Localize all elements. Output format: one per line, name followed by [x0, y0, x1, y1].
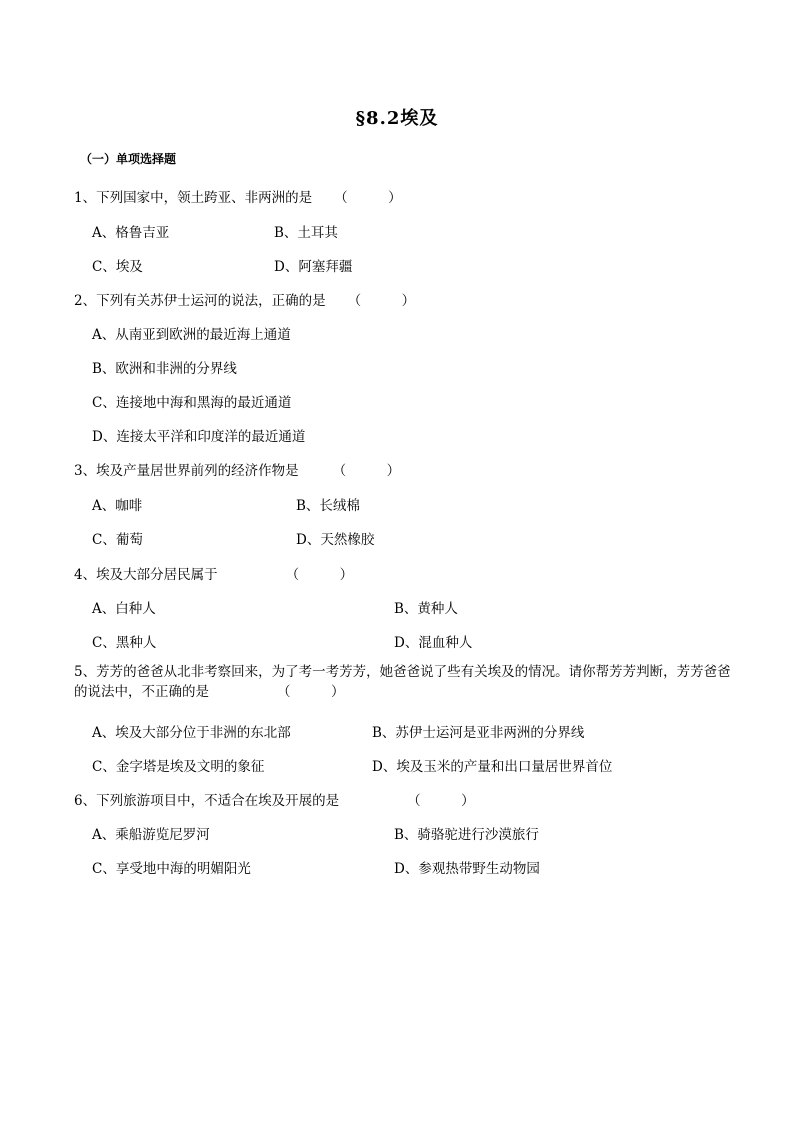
- question-5-option-b: B、苏伊士运河是亚非两洲的分界线: [372, 725, 585, 741]
- question-4-answer-paren: （ ）: [285, 567, 354, 583]
- question-1-option-a: A、格鲁吉亚: [92, 225, 170, 241]
- question-2-option-b: B、欧洲和非洲的分界线: [92, 361, 237, 377]
- question-1-option-d: D、阿塞拜疆: [274, 259, 353, 275]
- question-2-stem: [74, 289, 415, 309]
- question-1-text: 1、下列国家中，领土跨亚、非两洲的是: [74, 190, 313, 206]
- question-4-text: 4、埃及大部分居民属于: [74, 567, 218, 583]
- question-6-option-a: A、乘船游览尼罗河: [92, 827, 210, 843]
- question-2-option-c: C、连接地中海和黑海的最近通道: [92, 395, 292, 411]
- question-4-option-c: C、黑种人: [92, 635, 157, 651]
- question-4-option-b: B、黄种人: [394, 601, 458, 617]
- question-4-option-d: D、混血种人: [394, 635, 473, 651]
- question-6-option-d: D、参观热带野生动物园: [394, 861, 540, 877]
- question-3-option-a: A、咖啡: [92, 498, 143, 514]
- question-3-text: 3、埃及产量居世界前列的经济作物是: [74, 463, 299, 479]
- question-5-text: 5、芳芳的爸爸从北非考察回来，为了考一考芳芳，她爸爸说了些有关埃及的情况。请你帮芳芳判断，芳芳爸爸的说法中，不正确的是: [74, 664, 731, 700]
- question-3-option-d: D、天然橡胶: [296, 532, 375, 548]
- question-1-stem: [74, 186, 402, 206]
- question-1-answer-paren: （ ）: [334, 190, 402, 206]
- page-title: §8.2埃及: [355, 108, 439, 129]
- question-4-stem: [74, 563, 353, 583]
- question-1-option-b: B、土耳其: [274, 225, 338, 241]
- question-2-option-d: D、连接太平洋和印度洋的最近通道: [92, 429, 306, 445]
- question-6-stem: [74, 789, 475, 809]
- question-6-answer-paren: （ ）: [407, 793, 475, 809]
- question-6-option-c: C、享受地中海的明媚阳光: [92, 861, 251, 877]
- question-2-answer-paren: （ ）: [347, 293, 416, 309]
- question-5-stem: [74, 662, 734, 702]
- section-heading: （一）单项选择题: [80, 152, 177, 166]
- question-2-text: 2、下列有关苏伊士运河的说法，正确的是: [74, 293, 326, 309]
- question-5-option-d: D、埃及玉米的产量和出口量居世界首位: [372, 759, 613, 775]
- question-4-option-a: A、白种人: [92, 601, 156, 617]
- question-5-option-a: A、埃及大部分位于非洲的东北部: [92, 725, 291, 741]
- question-6-text: 6、下列旅游项目中，不适合在埃及开展的是: [74, 793, 340, 809]
- question-3-option-c: C、葡萄: [92, 532, 143, 548]
- question-3-stem: [74, 459, 400, 479]
- question-6-option-b: B、骑骆驼进行沙漠旅行: [394, 827, 539, 843]
- question-3-option-b: B、长绒棉: [296, 498, 360, 514]
- question-3-answer-paren: （ ）: [332, 463, 401, 479]
- question-5-option-c: C、金字塔是埃及文明的象征: [92, 759, 265, 775]
- question-2-option-a: A、从南亚到欧洲的最近海上通道: [92, 327, 291, 343]
- question-1-option-c: C、埃及: [92, 259, 143, 275]
- question-5-answer-paren: （ ）: [277, 684, 345, 700]
